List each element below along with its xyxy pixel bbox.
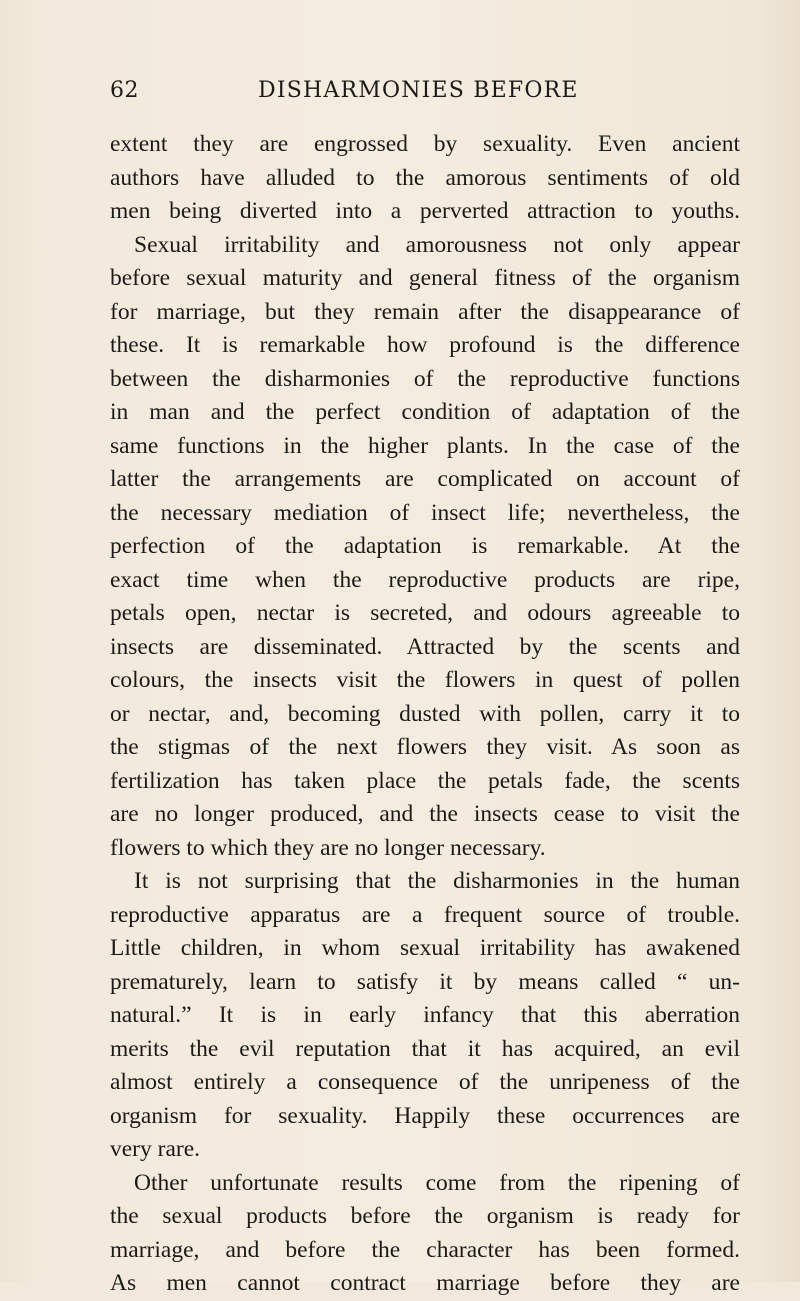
text-line: marriage, and before the character has been formed.: [110, 1236, 740, 1263]
text-line: prematurely, learn to satisfy it by means called “ un-: [110, 968, 740, 995]
text-line: As men cannot contract marriage before they are: [110, 1270, 740, 1296]
text-line: between the disharmonies of the reproductive functions: [110, 365, 740, 392]
text-line: almost entirely a consequence of the unripeness of the: [110, 1069, 740, 1095]
text-line: insects are disseminated. Attracted by the scents and: [110, 633, 740, 660]
body-text: [110, 128, 740, 1301]
text-line: fertilization has taken place the petals fade, the scents: [110, 767, 740, 794]
text-line: these. It is remarkable how profound is the difference: [110, 332, 740, 358]
text-line: the stigmas of the next flowers they visit. As soon as: [110, 734, 740, 760]
text-line: Other unfortunate results come from the ripening of: [134, 1169, 740, 1196]
page-number: 62: [110, 78, 139, 103]
text-line: authors have alluded to the amorous sentiments of old: [110, 164, 740, 191]
text-line: very rare.: [110, 1136, 201, 1162]
text-line: latter the arrangements are complicated on account of: [110, 466, 740, 492]
text-line: petals open, nectar is secreted, and odours agreeable to: [110, 600, 740, 626]
text-line: are no longer produced, and the insects cease to visit the: [110, 801, 740, 827]
text-line: exact time when the reproductive products are ripe,: [110, 566, 740, 593]
text-line: Sexual irritability and amorousness not only appear: [134, 231, 740, 258]
text-line: merits the evil reputation that it has acquired, an evil: [110, 1035, 740, 1062]
text-line: in man and the perfect condition of adaptation of the: [110, 399, 740, 425]
text-line: Little children, in whom sexual irritability has awakened: [110, 935, 740, 961]
text-line: same functions in the higher plants. In the case of the: [110, 432, 740, 459]
text-line: It is not surprising that the disharmonies in the human: [134, 868, 740, 894]
text-line: organism for sexuality. Happily these occurrences are: [110, 1102, 740, 1129]
page-header: [110, 78, 740, 114]
text-line: flowers to which they are no longer necessary.: [110, 834, 546, 861]
text-line: the necessary mediation of insect life; nevertheless, the: [110, 499, 740, 526]
text-line: the sexual products before the organism is ready for: [110, 1203, 740, 1229]
running-head: DISHARMONIES BEFORE: [258, 78, 579, 103]
text-line: perfection of the adaptation is remarkable. At the: [110, 533, 740, 559]
text-line: men being diverted into a perverted attraction to youths.: [110, 198, 740, 224]
text-line: or nectar, and, becoming dusted with pollen, carry it to: [110, 700, 740, 727]
text-line: extent they are engrossed by sexuality. Even ancient: [110, 131, 740, 157]
text-line: for marriage, but they remain after the disappearance of: [110, 298, 740, 325]
text-line: natural.” It is in early infancy that this aberration: [110, 1002, 740, 1028]
text-line: before sexual maturity and general fitness of the organism: [110, 265, 740, 291]
text-line: reproductive apparatus are a frequent source of trouble.: [110, 901, 740, 928]
text-line: colours, the insects visit the flowers in quest of pollen: [110, 667, 740, 693]
